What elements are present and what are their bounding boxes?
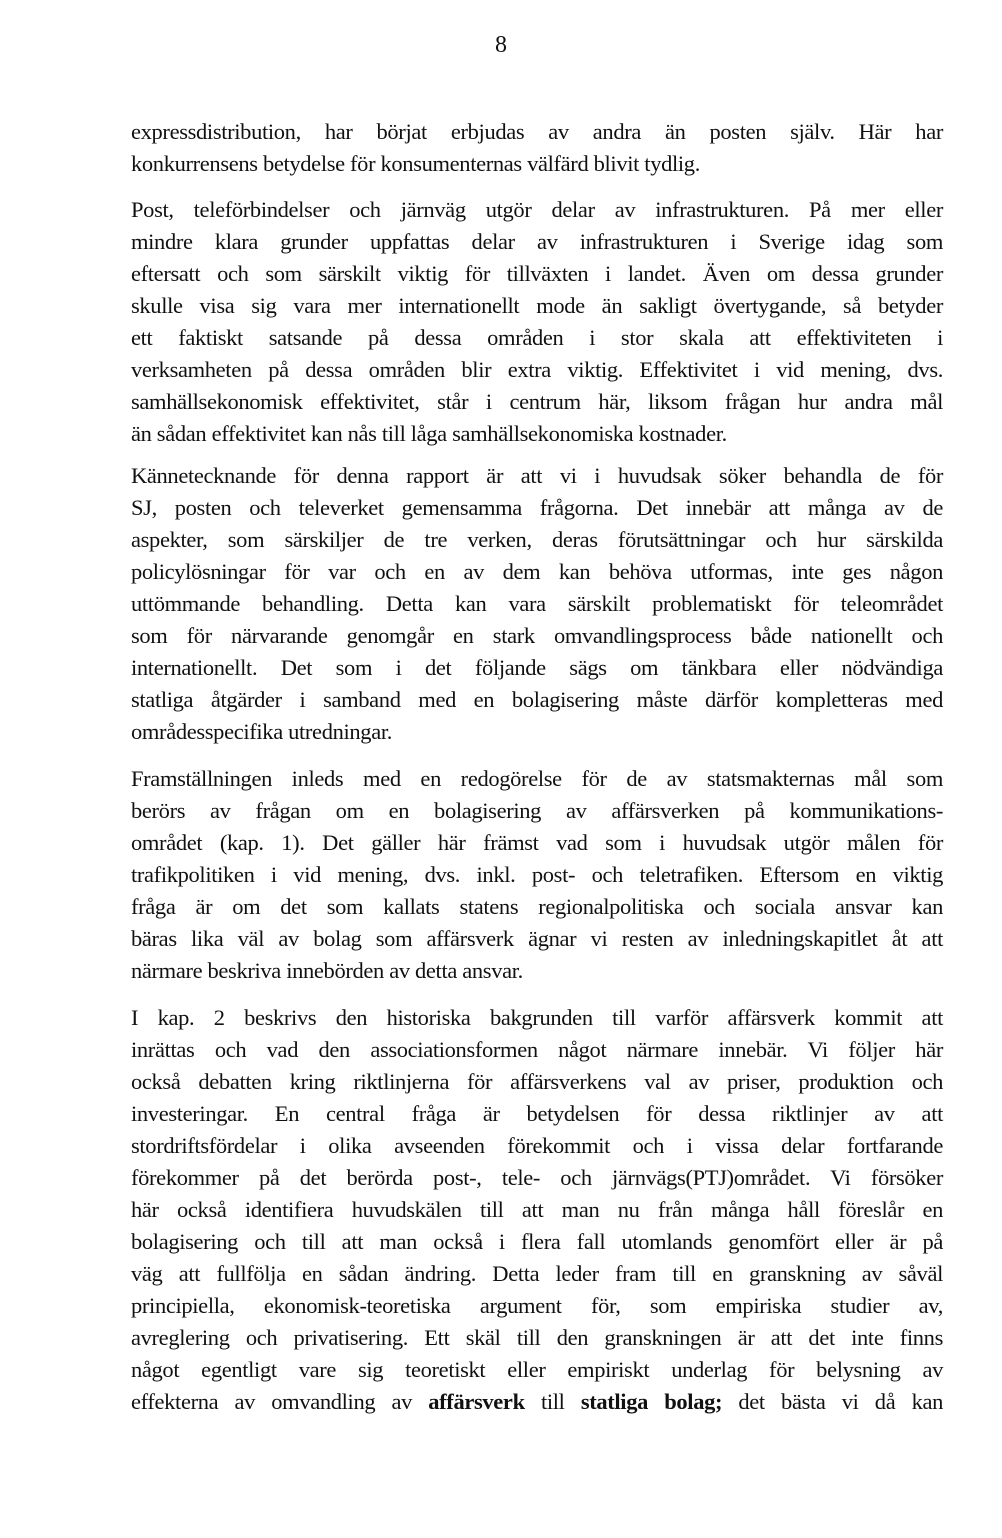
text-line: som för närvarande genomgår en stark omvandlingsprocess både nationellt och (131, 623, 943, 648)
text-line: uttömmande behandling. Detta kan vara särskilt problematiskt för teleområdet (131, 591, 943, 616)
text-line: verksamheten på dessa områden blir extra viktig. Effektivitet i vid mening, dvs. (131, 357, 943, 382)
text-line: bolagisering och till att man också i flera fall utomlands genomfört eller är på (131, 1229, 943, 1254)
paragraph-4 (131, 763, 943, 987)
text-segment: effekterna av omvandling av (131, 1389, 429, 1414)
text-line: investeringar. En central fråga är betydelsen för dessa riktlinjer av att (131, 1101, 943, 1126)
text-line: trafikpolitiken i vid mening, dvs. inkl. post- och teletrafiken. Eftersom en viktig (131, 862, 943, 887)
text-line: principiella, ekonomisk-teoretiska argument för, som empiriska studier av, (131, 1293, 943, 1318)
text-line: områdesspecifika utredningar. (131, 719, 393, 744)
text-line: I kap. 2 beskrivs den historiska bakgrunden till varför affärsverk kommit att (131, 1005, 943, 1030)
text-line: Framställningen inleds med en redogörelse för de av statsmakternas mål som (131, 766, 943, 791)
paragraph-3 (131, 460, 943, 748)
text-line: eftersatt och som särskilt viktig för tillväxten i landet. Även om dessa grunder (131, 261, 943, 286)
text-line: internationellt. Det som i det följande sägs om tänkbara eller nödvändiga (131, 655, 943, 680)
text-line: ett faktiskt satsande på dessa områden i stor skala att effektiviteten i (131, 325, 943, 350)
bold-term-affarsverk: affärsverk (428, 1389, 525, 1414)
text-line: fråga är om det som kallats statens regionalpolitiska och sociala ansvar kan (131, 894, 943, 919)
text-line: avreglering och privatisering. Ett skäl till den granskningen är att det inte finns (131, 1325, 943, 1350)
text-line: statliga åtgärder i samband med en bolagisering måste därför kompletteras med (131, 687, 943, 712)
text-line: policylösningar för var och en av dem kan behöva utformas, inte ges någon (131, 559, 943, 584)
text-line: än sådan effektivitet kan nås till låga samhällsekonomiska kostnader. (131, 421, 727, 446)
text-line: konkurrensens betydelse för konsumenternas välfärd blivit tydlig. (131, 151, 700, 176)
text-line: Kännetecknande för denna rapport är att vi i huvudsak söker behandla de för (131, 463, 943, 488)
text-line: samhällsekonomisk effektivitet, står i centrum här, liksom frågan hur andra mål (131, 389, 943, 414)
text-line: SJ, posten och televerket gemensamma frågorna. Det innebär att många av de (131, 495, 943, 520)
paragraph-2 (131, 194, 943, 450)
text-line: mindre klara grunder uppfattas delar av infrastrukturen i Sverige idag som (131, 229, 943, 254)
paragraph-5 (131, 1002, 943, 1418)
page-number: 8 (495, 32, 507, 58)
text-line: stordriftsfördelar i olika avseenden förekommit och i vissa delar fortfarande (131, 1133, 943, 1158)
text-line: också debatten kring riktlinjerna för affärsverkens val av priser, produktion och (131, 1069, 943, 1094)
text-line: aspekter, som särskiljer de tre verken, deras förutsättningar och hur särskilda (131, 527, 943, 552)
text-line: något egentligt vare sig teoretiskt eller empiriskt underlag för belysning av (131, 1357, 943, 1382)
text-line: förekommer på det berörda post-, tele- och järnvägs(PTJ)området. Vi försöker (131, 1165, 943, 1190)
text-line: bäras lika väl av bolag som affärsverk ägnar vi resten av inledningskapitlet åt att (131, 926, 943, 951)
text-segment: det bästa vi då kan (722, 1389, 944, 1414)
text-line: här också identifiera huvudskälen till att man nu från många håll föreslår en (131, 1197, 943, 1222)
text-line: berörs av frågan om en bolagisering av affärsverken på kommunikations- (131, 798, 943, 823)
text-line: närmare beskriva innebörden av detta ansvar. (131, 958, 523, 983)
text-line: området (kap. 1). Det gäller här främst vad som i huvudsak utgör målen för (131, 830, 943, 855)
text-line: inrättas och vad den associationsformen något närmare innebär. Vi följer här (131, 1037, 943, 1062)
text-segment: till (524, 1389, 581, 1414)
text-line: väg att fullfölja en sådan ändring. Detta leder fram till en granskning av såväl (131, 1261, 943, 1286)
text-line: skulle visa sig vara mer internationellt mode än sakligt övertygande, så betyder (131, 293, 943, 318)
text-line: expressdistribution, har börjat erbjudas av andra än posten själv. Här har (131, 119, 943, 144)
bold-term-statliga-bolag: statliga bolag; (580, 1389, 723, 1414)
text-line: Post, teleförbindelser och järnväg utgör delar av infrastrukturen. På mer eller (131, 197, 943, 222)
paragraph-1 (131, 116, 943, 180)
text-line-mixed-emphasis (131, 1386, 943, 1418)
